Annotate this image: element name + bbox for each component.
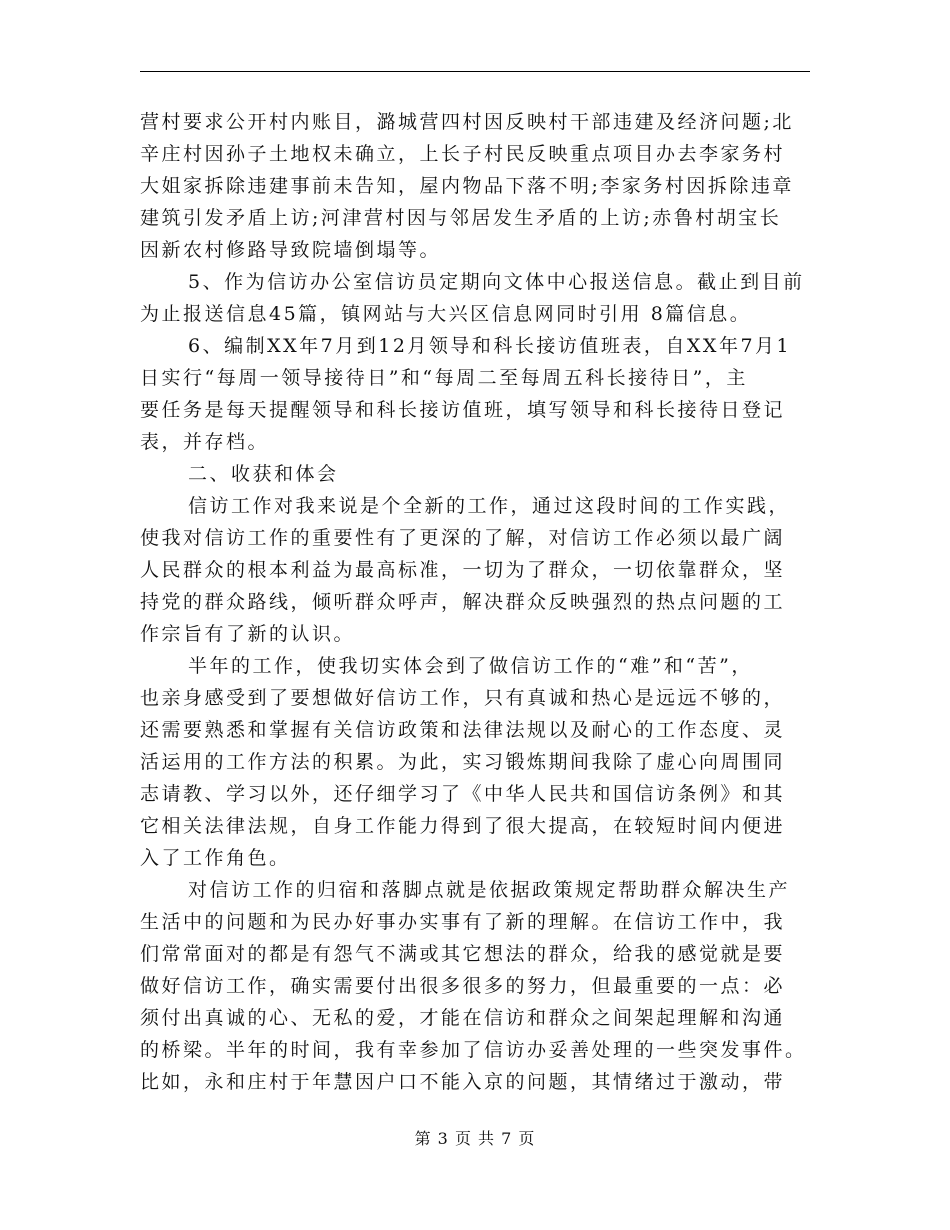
text-line: 它相关法律法规，自身工作能力得到了很大提高，在较短时间内便进 <box>140 815 786 837</box>
text-line: 因新农村修路导致院墙倒塌等。 <box>140 239 442 261</box>
text-line: 表，并存档。 <box>140 431 270 453</box>
header-rule <box>140 71 810 72</box>
text-line: 志请教、学习以外，还仔细学习了《中华人民共和国信访条例》和其 <box>140 783 786 805</box>
text-line: 建筑引发矛盾上访;河津营村因与邻居发生矛盾的上访;赤鲁村胡宝长 <box>140 207 782 229</box>
text-line: 也亲身感受到了要想做好信访工作，只有真诚和热心是远远不够的， <box>140 687 786 709</box>
text-line: 对信访工作的归宿和落脚点就是依据政策规定帮助群众解决生产 <box>188 879 791 901</box>
text-line: 使我对信访工作的重要性有了更深的了解，对信访工作必须以最广阔 <box>140 527 786 549</box>
text-line: 的桥梁。半年的时间，我有幸参加了信访办妥善处理的一些突发事件。 <box>140 1039 807 1061</box>
text-line: 活运用的工作方法的积累。为此，实习锻炼期间我除了虚心向周围同 <box>140 751 786 773</box>
text-line: 信访工作对我来说是个全新的工作，通过这段时间的工作实践， <box>188 495 791 517</box>
text-line: 比如，永和庄村于年慧因户口不能入京的问题，其情绪过于激动，带 <box>140 1071 786 1093</box>
text-line: 须付出真诚的心、无私的爱，才能在信访和群众之间架起理解和沟通 <box>140 1007 786 1029</box>
text-line: 要任务是每天提醒领导和科长接访值班，填写领导和科长接待日登记 <box>140 399 786 421</box>
document-body <box>140 106 812 1098</box>
text-line: 二、收获和体会 <box>188 463 339 485</box>
text-line: 5、作为信访办公室信访员定期向文体中心报送信息。截止到目前 <box>188 271 805 293</box>
text-line: 辛庄村因孙子土地权未确立，上长子村民反映重点项目办去李家务村 <box>140 143 786 165</box>
text-line: 半年的工作，使我切实体会到了做信访工作的“难”和“苦”， <box>188 655 753 677</box>
text-line: 日实行“每周一领导接待日”和“每周二至每周五科长接待日”，主 <box>140 367 748 389</box>
text-line: 持党的群众路线，倾听群众呼声，解决群众反映强烈的热点问题的工 <box>140 591 786 613</box>
text-line: 入了工作角色。 <box>140 847 291 869</box>
text-line: 还需要熟悉和掌握有关信访政策和法律法规以及耐心的工作态度、灵 <box>140 719 786 741</box>
text-line: 做好信访工作，确实需要付出很多很多的努力，但最重要的一点：必 <box>140 975 786 997</box>
text-line: 6、编制XX年7月到12月领导和科长接访值班表，自XX年7月1 <box>188 335 792 357</box>
text-line: 人民群众的根本利益为最高标准，一切为了群众，一切依靠群众，坚 <box>140 559 786 581</box>
text-line: 大姐家拆除违建事前未告知，屋内物品下落不明;李家务村因拆除违章 <box>140 175 794 197</box>
text-line: 作宗旨有了新的认识。 <box>140 623 356 645</box>
text-line: 生活中的问题和为民办好事办实事有了新的理解。在信访工作中，我 <box>140 911 786 933</box>
text-line: 们常常面对的都是有怨气不满或其它想法的群众，给我的感觉就是要 <box>140 943 786 965</box>
text-line: 营村要求公开村内账目，潞城营四村因反映村干部违建及经济问题;北 <box>140 111 794 133</box>
page-number-footer: 第 3 页 共 7 页 <box>414 1129 536 1148</box>
text-line: 为止报送信息45篇，镇网站与大兴区信息网同时引用 8篇信息。 <box>140 303 752 325</box>
